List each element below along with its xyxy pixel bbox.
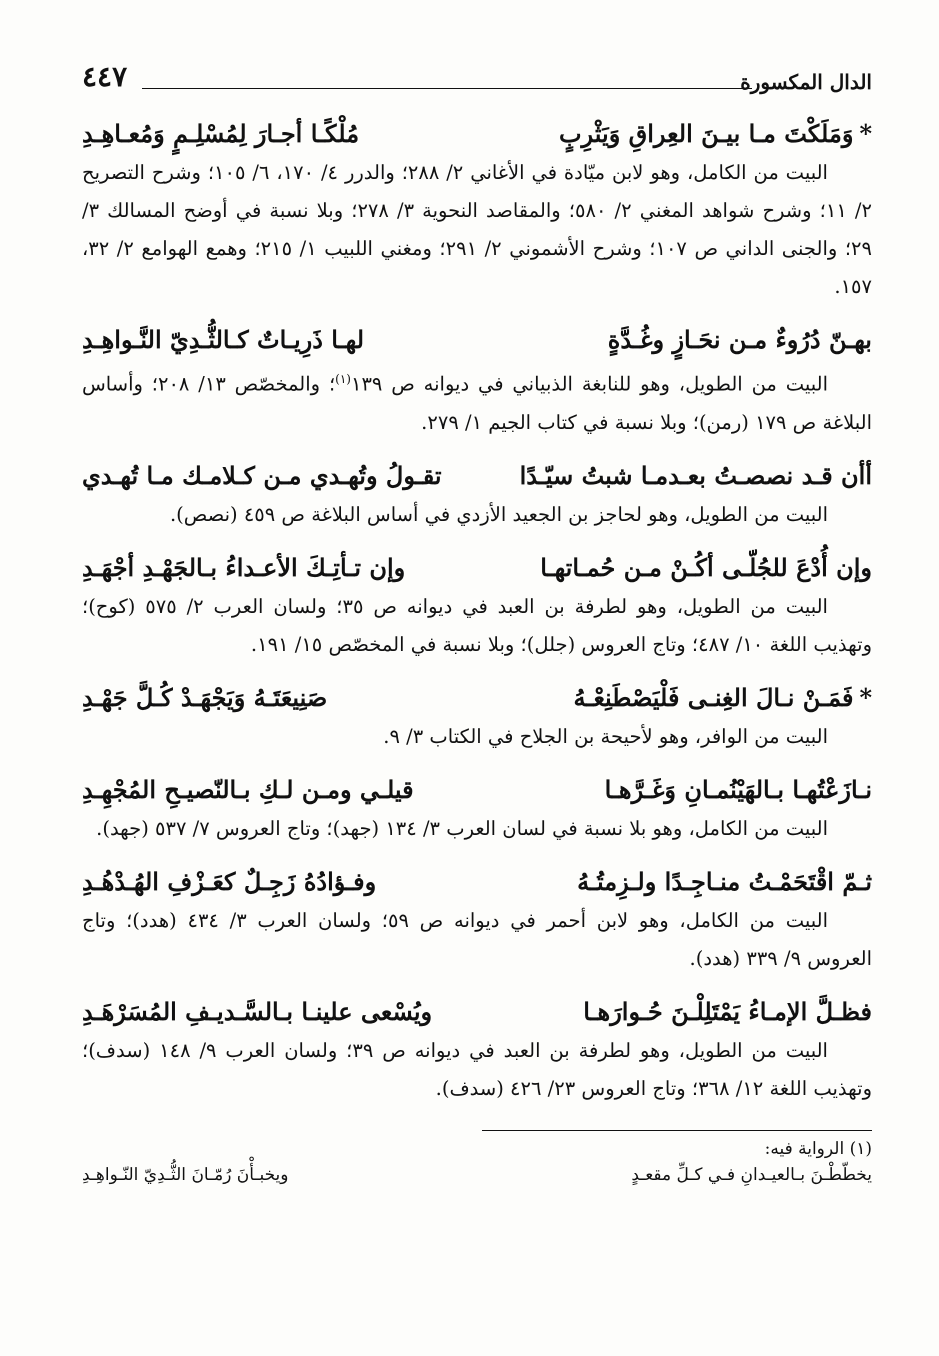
- first-hemistich: نـازَعْتُهـا بـالهَيْنُمـانِ وَغَـرَّهـا: [604, 774, 872, 804]
- verse-entry: [82, 862, 872, 978]
- second-hemistich: وفـؤادُهُ زَجِـلٌ كعَـزْفِ الهُـدْهُـدِ: [82, 866, 377, 896]
- page-header: [82, 56, 872, 100]
- first-hemistich: [574, 678, 872, 718]
- footnote-rule: [482, 1130, 872, 1131]
- second-hemistich: صَنِيعَتَـهُ وَيَجْهَـدْ كُـلَّ جَهْـدِ: [82, 682, 328, 712]
- verse-entry: [82, 992, 872, 1108]
- verse-note: البيت من الكامل، وهو بلا نسبة في لسان العرب ٣/ ١٣٤ (جهد)؛ وتاج العروس ٧/ ٥٣٧ (جهد).: [96, 816, 828, 840]
- first-hemistich: ثـمّ اقْتَحَمْـتُ منـاجِـدًا ولـزِمتُـهُ: [577, 866, 872, 896]
- verse-entry: [82, 320, 872, 442]
- verse-note: البيت من الكامل، وهو لابن أحمر في ديوانه ص ٥٩؛ ولسان العرب ٣/ ٤٣٤ (هدد)؛ وتاج العروس ٩/ ٣٣٩ (هدد).: [82, 908, 872, 970]
- page: [82, 56, 872, 1185]
- footnote-label: (١) الرواية فيه:: [764, 1138, 872, 1159]
- verse-note: البيت من الطويل، وهو لطرفة بن العبد في ديوانه ص ٣٩؛ ولسان العرب ٩/ ١٤٨ (سدف)؛ وتهذيب اللغة ١٢/ ٣٦٨؛ وتاج العروس ٢٣/ ٤٢٦ (سدف).: [82, 1038, 872, 1100]
- verse-note: البيت من الكامل، وهو لابن ميّادة في الأغاني ٢/ ٢٨٨؛ والدرر ٤/ ١٧٠، ٦/ ١٠٥؛ وشرح التصريح ٢/ ١١؛ وشرح شواهد المغني ٢/ ٥٨٠؛ والمقاصد النحوية ٣/ ٢٧٨؛ وبلا نسبة في أوضح المسالك ٣/ ٢٩؛ والجنى الداني ص ١٠٧؛ وشرح الأشموني ٢/ ٢٩١؛ ومغني اللبيب ١/ ٢١٥؛ وهمع الهوامع ٢/ ٣٢، ١٥٧.: [82, 161, 872, 298]
- verse-line: [82, 320, 872, 360]
- footnote-marker[interactable]: (١): [335, 372, 351, 386]
- note-text: البيت من الطويل، وهو للنابغة الذبياني في ديوانه ص ١٣٩: [350, 372, 828, 396]
- header-rule: [142, 88, 752, 89]
- second-hemistich: تقـولُ وتُهـدي مـن كـلامـك مـا تُهـدي: [82, 460, 442, 490]
- verse-line: [82, 548, 872, 588]
- first-hemistich: بهـنّ دُرُوءٌ مـن نحَـازٍ وغُـدَّةٍ: [607, 325, 872, 354]
- first-hemistich-text: فَمَـنْ نـالَ الغِنـى فَلْيَصْطَنِعْـهُ: [573, 682, 854, 712]
- verse-line: [82, 456, 872, 496]
- verse-entry: [82, 456, 872, 534]
- footnote-verse: [82, 1165, 872, 1185]
- verse-note: البيت من الوافر، وهو لأحيحة بن الجلاح في الكتاب ٣/ ٩.: [383, 724, 828, 748]
- verse-line: [82, 770, 872, 810]
- running-title: الدال المكسورة: [740, 70, 872, 94]
- verse-line: [82, 678, 872, 718]
- second-hemistich: قيلـي ومـن لـكِ بـالنّصيـحِ المُجْهِـدِ: [82, 774, 414, 804]
- verse-note: البيت من الطويل، وهو لحاجز بن الجعيد الأزدي في أساس البلاغة ص ٤٥٩ (نصص).: [169, 502, 828, 526]
- verse-entry: [82, 548, 872, 664]
- verse-line: [82, 114, 872, 154]
- verse-entry: [82, 678, 872, 756]
- verse-entry: [82, 770, 872, 848]
- verse-note: [82, 360, 872, 442]
- page-number: ٤٤٧: [82, 60, 128, 93]
- second-hemistich: مُلْكًـا أجـارَ لِمُسْلِـمٍ وَمُعـاهِـدِ: [82, 119, 360, 148]
- first-hemistich: فظـلَّ الإمـاءُ يَمْتَلِلْـنَ حُـوارَهـا: [583, 996, 872, 1026]
- second-hemistich: وإن تـأتِـكَ الأعـداءُ بـالجَهْـدِ أجْهَـدِ: [82, 552, 406, 582]
- first-hemistich: وإن أُدْعَ للجُلّـى أكُـنْ مـن حُمـاتهـا: [540, 552, 872, 582]
- second-hemistich: لهـا ذَرِيـاتٌ كـالثُّـدِيّ النَّـواهِـدِ: [82, 325, 365, 354]
- star-marker: *: [859, 119, 872, 148]
- first-hemistich: أأن قـد نصصـتُ بعـدمـا شبتُ سيّـدًا: [519, 460, 872, 490]
- first-hemistich: [559, 114, 872, 154]
- footnote-first-hemistich: يخطّطْـنَ بـالعيـدانِ فـي كـلِّ مقعـدٍ: [631, 1164, 872, 1185]
- second-hemistich: ويُسْعى علينـا بـالسَّـديـفِ المُسَرْهَـدِ: [82, 996, 433, 1026]
- footnote-second-hemistich: ويخبـأْنَ رُمّـانَ الثُّـدِيّ النّـواهِـدِ: [82, 1164, 289, 1185]
- verse-note: البيت من الطويل، وهو لطرفة بن العبد في ديوانه ص ٣٥؛ ولسان العرب ٢/ ٥٧٥ (كوح)؛ وتهذيب اللغة ١٠/ ٤٨٧؛ وتاج العروس (جلل)؛ وبلا نسبة في المخصّص ١٥/ ١٩١.: [82, 594, 872, 656]
- note-text: ؛ والمخصّص ١٣/ ٢٠٨؛ وأساس البلاغة ص ١٧٩ (رمن)؛ وبلا نسبة في كتاب الجيم ١/ ٢٧٩.: [82, 372, 872, 434]
- first-hemistich-text: وَمَلَكْتَ مـا بيـنَ العِراقِ وَيَثْرِبٍ: [558, 119, 854, 148]
- verse-line: [82, 862, 872, 902]
- footnote: [82, 1139, 872, 1185]
- verse-line: [82, 992, 872, 1032]
- star-marker: *: [859, 682, 872, 712]
- verse-entry: [82, 114, 872, 306]
